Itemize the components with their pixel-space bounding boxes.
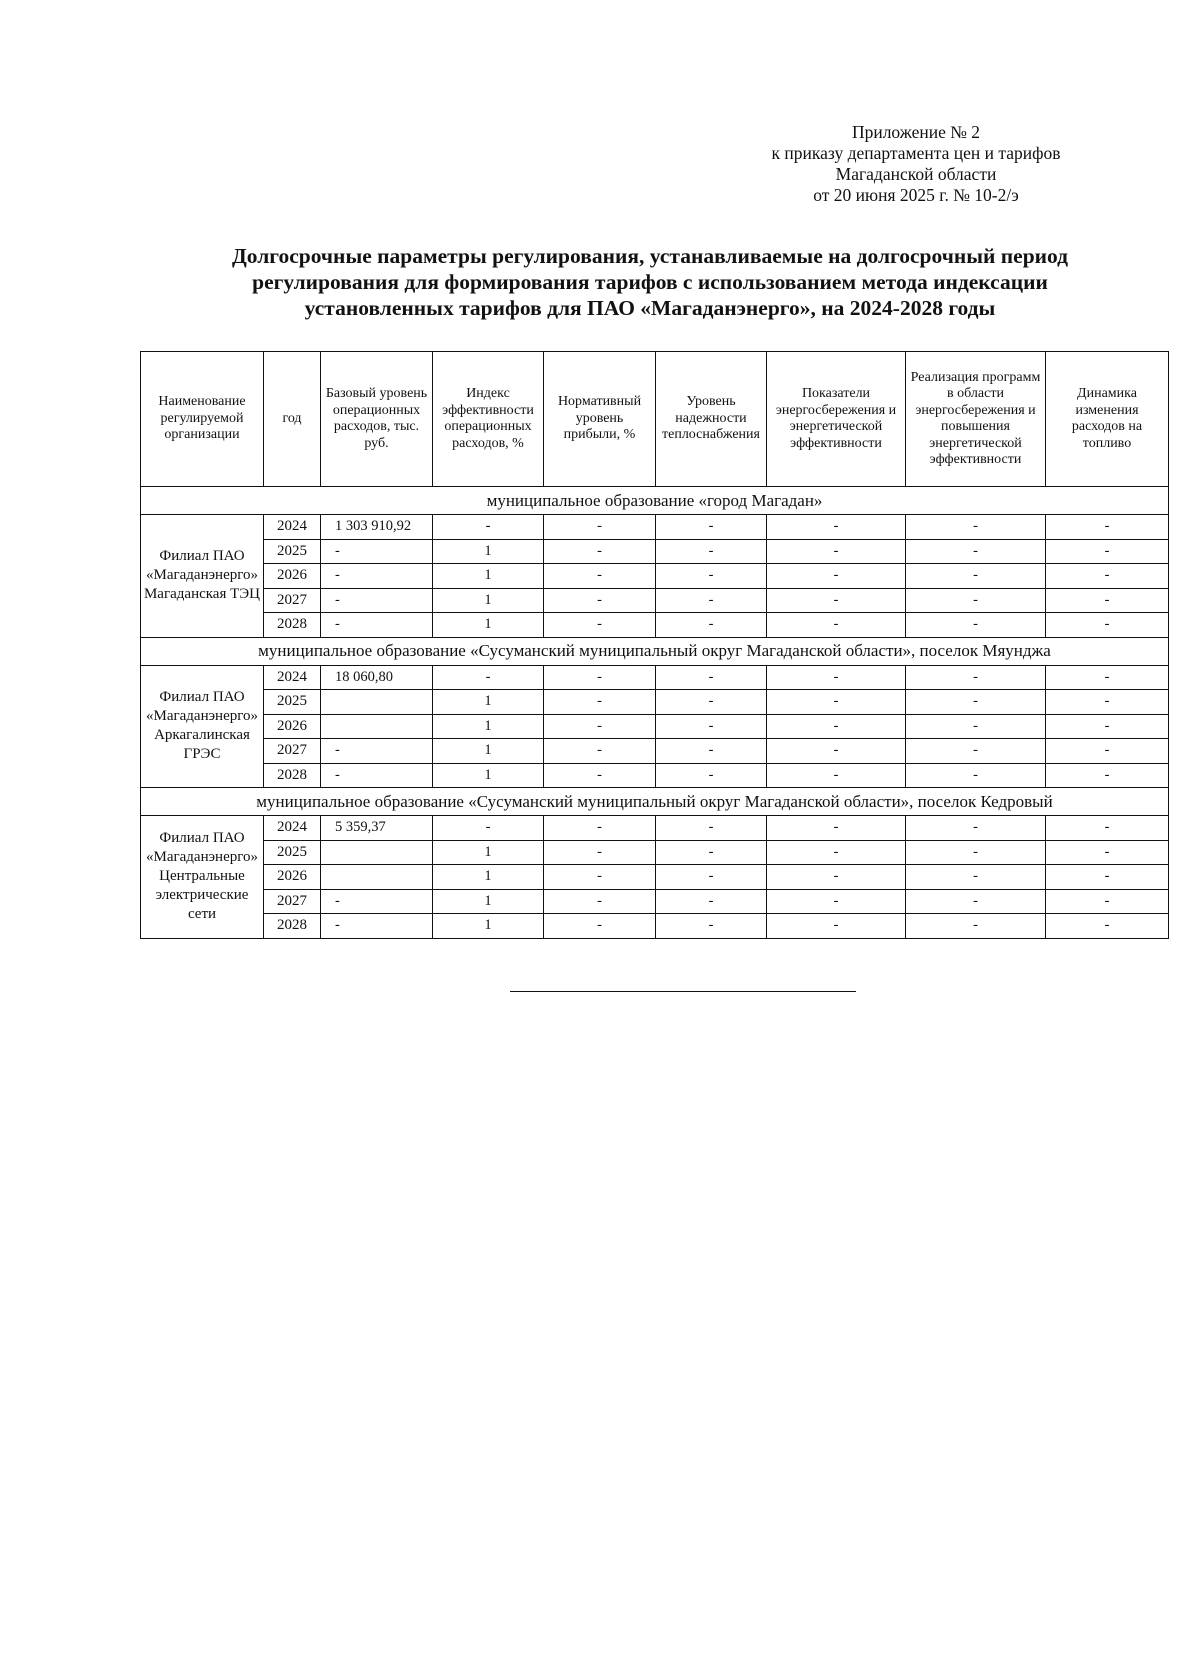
parameters-table: [140, 351, 1169, 939]
value-cell: -: [906, 714, 1046, 739]
year-cell: 2027: [264, 889, 321, 914]
year-cell: 2028: [264, 763, 321, 788]
value-cell: 5 359,37: [321, 816, 433, 841]
value-cell: -: [656, 816, 767, 841]
value-cell: -: [544, 665, 656, 690]
value-cell: -: [656, 515, 767, 540]
value-cell: -: [767, 690, 906, 715]
value-cell: [321, 865, 433, 890]
value-cell: -: [321, 889, 433, 914]
value-cell: -: [544, 588, 656, 613]
value-cell: [321, 690, 433, 715]
value-cell: -: [433, 665, 544, 690]
value-cell: -: [767, 889, 906, 914]
value-cell: -: [656, 690, 767, 715]
appendix-region: Магаданской области: [835, 164, 997, 184]
value-cell: -: [767, 739, 906, 764]
header-year: год: [264, 352, 321, 487]
header-row: [141, 352, 1169, 487]
value-cell: [321, 714, 433, 739]
value-cell: -: [321, 588, 433, 613]
table-row: [141, 739, 1169, 764]
value-cell: -: [767, 539, 906, 564]
value-cell: -: [656, 840, 767, 865]
year-cell: 2026: [264, 714, 321, 739]
value-cell: 1: [433, 889, 544, 914]
value-cell: -: [1046, 665, 1169, 690]
appendix-number: Приложение № 2: [851, 122, 981, 142]
value-cell: -: [1046, 763, 1169, 788]
header-efficiency-index: Индекс эффективности операционных расходов, %: [433, 352, 544, 487]
value-cell: -: [544, 914, 656, 939]
value-cell: -: [906, 865, 1046, 890]
value-cell: -: [544, 613, 656, 638]
value-cell: -: [544, 840, 656, 865]
header-base-opex: Базовый уровень операционных расходов, тыс. руб.: [321, 352, 433, 487]
value-cell: -: [1046, 515, 1169, 540]
value-cell: -: [1046, 889, 1169, 914]
end-rule: [510, 991, 856, 992]
table-row: [141, 690, 1169, 715]
value-cell: -: [906, 690, 1046, 715]
value-cell: -: [906, 739, 1046, 764]
table-row: [141, 816, 1169, 841]
organization-name: Филиал ПАО «Магаданэнерго» Аркагалинская ГРЭС: [141, 665, 264, 788]
value-cell: -: [544, 739, 656, 764]
value-cell: -: [906, 914, 1046, 939]
value-cell: 1: [433, 763, 544, 788]
value-cell: -: [321, 564, 433, 589]
year-cell: 2027: [264, 739, 321, 764]
value-cell: [321, 840, 433, 865]
value-cell: -: [321, 613, 433, 638]
section-row: [141, 487, 1169, 515]
value-cell: -: [906, 613, 1046, 638]
value-cell: -: [906, 889, 1046, 914]
table-row: [141, 588, 1169, 613]
value-cell: 18 060,80: [321, 665, 433, 690]
value-cell: 1: [433, 914, 544, 939]
value-cell: -: [1046, 613, 1169, 638]
value-cell: -: [767, 865, 906, 890]
value-cell: -: [321, 539, 433, 564]
value-cell: -: [544, 564, 656, 589]
value-cell: -: [767, 914, 906, 939]
year-cell: 2024: [264, 515, 321, 540]
value-cell: -: [544, 714, 656, 739]
section-row: [141, 637, 1169, 665]
value-cell: -: [906, 816, 1046, 841]
year-cell: 2025: [264, 840, 321, 865]
value-cell: -: [1046, 816, 1169, 841]
section-title: муниципальное образование «Сусуманский муниципальный округ Магаданской области», поселок Кедровый: [141, 788, 1169, 816]
value-cell: -: [767, 515, 906, 540]
header-profit-level: Нормативный уровень прибыли, %: [544, 352, 656, 487]
value-cell: -: [906, 840, 1046, 865]
value-cell: -: [544, 763, 656, 788]
year-cell: 2026: [264, 865, 321, 890]
value-cell: -: [656, 714, 767, 739]
organization-name: Филиал ПАО «Магаданэнерго» Центральные электрические сети: [141, 816, 264, 939]
value-cell: -: [656, 539, 767, 564]
table-row: [141, 539, 1169, 564]
section-row: [141, 788, 1169, 816]
appendix-date: от 20 июня 2025 г. № 10-2/э: [813, 185, 1019, 205]
value-cell: -: [433, 816, 544, 841]
value-cell: -: [321, 739, 433, 764]
table-row: [141, 914, 1169, 939]
header-reliability: Уровень надежности теплоснабжения: [656, 352, 767, 487]
year-cell: 2025: [264, 539, 321, 564]
value-cell: -: [656, 564, 767, 589]
title-line-2: регулирования для формирования тарифов с использованием метода индексации: [252, 270, 1048, 294]
section-title: муниципальное образование «город Магадан»: [141, 487, 1169, 515]
appendix-block: [748, 122, 1084, 206]
value-cell: -: [656, 865, 767, 890]
document-title: [130, 243, 1170, 321]
organization-name: Филиал ПАО «Магаданэнерго» Магаданская ТЭЦ: [141, 515, 264, 638]
value-cell: -: [1046, 714, 1169, 739]
value-cell: -: [906, 539, 1046, 564]
value-cell: -: [321, 763, 433, 788]
value-cell: -: [767, 714, 906, 739]
header-energy-saving-indicators: Показатели энергосбережения и энергетической эффективности: [767, 352, 906, 487]
title-line-3: установленных тарифов для ПАО «Магаданэнерго», на 2024-2028 годы: [304, 296, 996, 320]
value-cell: 1: [433, 840, 544, 865]
value-cell: -: [767, 588, 906, 613]
table-row: [141, 515, 1169, 540]
value-cell: 1: [433, 564, 544, 589]
value-cell: -: [767, 840, 906, 865]
value-cell: -: [544, 816, 656, 841]
table-row: [141, 613, 1169, 638]
value-cell: -: [767, 816, 906, 841]
value-cell: -: [656, 588, 767, 613]
value-cell: 1: [433, 539, 544, 564]
value-cell: -: [656, 739, 767, 764]
year-cell: 2028: [264, 914, 321, 939]
header-energy-saving-programs: Реализация программ в области энергосбережения и повышения энергетической эффективности: [906, 352, 1046, 487]
table-row: [141, 865, 1169, 890]
year-cell: 2025: [264, 690, 321, 715]
title-line-1: Долгосрочные параметры регулирования, устанавливаемые на долгосрочный период: [231, 244, 1069, 268]
value-cell: 1: [433, 739, 544, 764]
value-cell: -: [544, 515, 656, 540]
appendix-order-ref: к приказу департамента цен и тарифов: [771, 143, 1061, 163]
value-cell: -: [767, 665, 906, 690]
value-cell: -: [1046, 690, 1169, 715]
table-row: [141, 714, 1169, 739]
value-cell: -: [1046, 914, 1169, 939]
value-cell: -: [544, 690, 656, 715]
value-cell: 1: [433, 690, 544, 715]
year-cell: 2024: [264, 816, 321, 841]
table-row: [141, 564, 1169, 589]
value-cell: -: [906, 665, 1046, 690]
year-cell: 2024: [264, 665, 321, 690]
year-cell: 2027: [264, 588, 321, 613]
value-cell: 1: [433, 714, 544, 739]
value-cell: -: [1046, 588, 1169, 613]
table-row: [141, 840, 1169, 865]
value-cell: -: [906, 515, 1046, 540]
header-organization: Наименование регулируемой организации: [141, 352, 264, 487]
value-cell: -: [656, 763, 767, 788]
value-cell: -: [1046, 564, 1169, 589]
table-row: [141, 665, 1169, 690]
value-cell: 1: [433, 588, 544, 613]
value-cell: -: [906, 564, 1046, 589]
value-cell: -: [906, 763, 1046, 788]
value-cell: -: [1046, 865, 1169, 890]
year-cell: 2026: [264, 564, 321, 589]
value-cell: -: [656, 914, 767, 939]
value-cell: -: [767, 564, 906, 589]
value-cell: 1: [433, 865, 544, 890]
value-cell: -: [1046, 539, 1169, 564]
value-cell: -: [433, 515, 544, 540]
value-cell: -: [1046, 840, 1169, 865]
value-cell: -: [1046, 739, 1169, 764]
year-cell: 2028: [264, 613, 321, 638]
value-cell: -: [544, 865, 656, 890]
section-title: муниципальное образование «Сусуманский муниципальный округ Магаданской области», поселок Мяунджа: [141, 637, 1169, 665]
value-cell: -: [656, 613, 767, 638]
value-cell: -: [767, 763, 906, 788]
value-cell: -: [321, 914, 433, 939]
table-row: [141, 889, 1169, 914]
table-row: [141, 763, 1169, 788]
value-cell: -: [906, 588, 1046, 613]
value-cell: -: [656, 665, 767, 690]
value-cell: -: [544, 539, 656, 564]
value-cell: -: [767, 613, 906, 638]
value-cell: 1 303 910,92: [321, 515, 433, 540]
value-cell: -: [656, 889, 767, 914]
header-fuel-cost-dynamics: Динамика изменения расходов на топливо: [1046, 352, 1169, 487]
value-cell: 1: [433, 613, 544, 638]
value-cell: -: [544, 889, 656, 914]
